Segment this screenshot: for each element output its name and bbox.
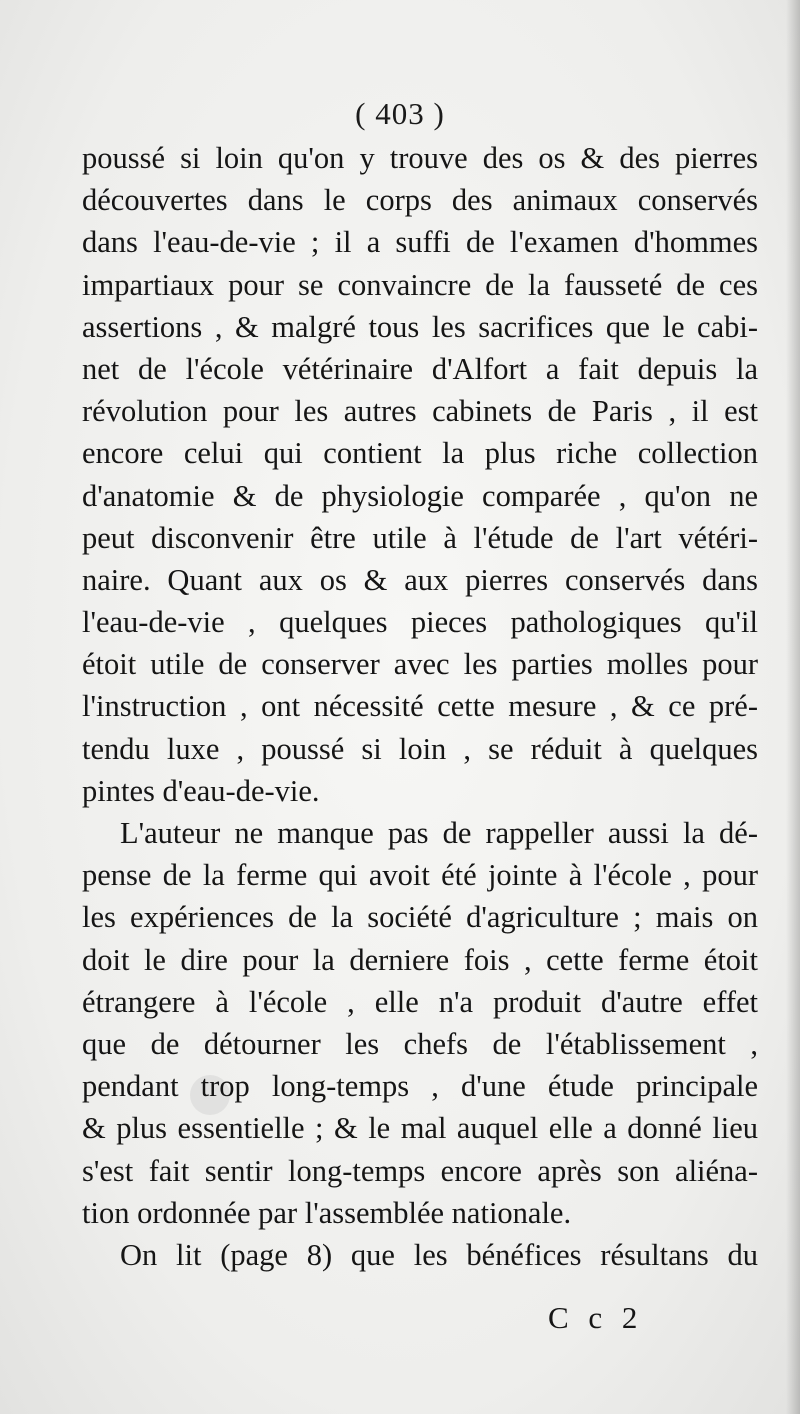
text-line: assertions , & malgré tous les sacrifices que le cabi- bbox=[82, 309, 758, 344]
text-line: l'instruction , ont nécessité cette mesure , & ce pré- bbox=[82, 689, 758, 724]
paragraph-end-line: pintes d'eau-de-vie. bbox=[82, 773, 320, 808]
text-line: pense de la ferme qui avoit été jointe à l'école , pour bbox=[82, 858, 758, 893]
text-line: découvertes dans le corps des animaux conservés bbox=[82, 183, 758, 218]
text-line: doit le dire pour la derniere fois , cette ferme étoit bbox=[82, 942, 758, 977]
text-line: net de l'école vétérinaire d'Alfort a fait depuis la bbox=[82, 351, 758, 386]
text-line: étoit utile de conserver avec les parties molles pour bbox=[82, 647, 758, 682]
text-line: tendu luxe , poussé si loin , se réduit à quelques bbox=[82, 731, 758, 766]
text-line: naire. Quant aux os & aux pierres conservés dans bbox=[82, 562, 758, 597]
text-line: poussé si loin qu'on y trouve des os & des pierres bbox=[82, 141, 758, 175]
text-line: étrangere à l'école , elle n'a produit d'autre effet bbox=[82, 984, 758, 1019]
paragraph-start-line: L'auteur ne manque pas de rappeller aussi la dé- bbox=[120, 816, 758, 850]
signature-mark: C c 2 bbox=[548, 1300, 644, 1335]
text-line: peut disconvenir être utile à l'étude de l'art vétéri- bbox=[82, 520, 758, 555]
text-line: d'anatomie & de physiologie comparée , qu'on ne bbox=[82, 478, 758, 513]
paragraph-start-line: On lit (page 8) que les bénéfices résultans du bbox=[120, 1237, 758, 1272]
text-line: les expériences de la société d'agriculture ; mais on bbox=[82, 900, 758, 935]
text-line: & plus essentielle ; & le mal auquel elle a donné lieu bbox=[82, 1111, 758, 1146]
text-line: s'est fait sentir long-temps encore après son aliéna- bbox=[82, 1153, 758, 1188]
text-line: dans l'eau-de-vie ; il a suffi de l'examen d'hommes bbox=[82, 225, 758, 260]
text-line: pendant trop long-temps , d'une étude principale bbox=[82, 1069, 758, 1104]
text-line: révolution pour les autres cabinets de Paris , il est bbox=[82, 394, 758, 429]
body-text bbox=[82, 137, 758, 1276]
text-line: l'eau-de-vie , quelques pieces pathologiques qu'il bbox=[82, 605, 758, 640]
text-line: impartiaux pour se convaincre de la fausseté de ces bbox=[82, 267, 758, 302]
page-edge-shadow bbox=[786, 0, 800, 1414]
page-number: ( 403 ) bbox=[355, 96, 445, 131]
text-line: que de détourner les chefs de l'établissement , bbox=[82, 1026, 758, 1061]
text-line: encore celui qui contient la plus riche collection bbox=[82, 436, 758, 471]
paragraph-end-line: tion ordonnée par l'assemblée nationale. bbox=[82, 1195, 572, 1230]
